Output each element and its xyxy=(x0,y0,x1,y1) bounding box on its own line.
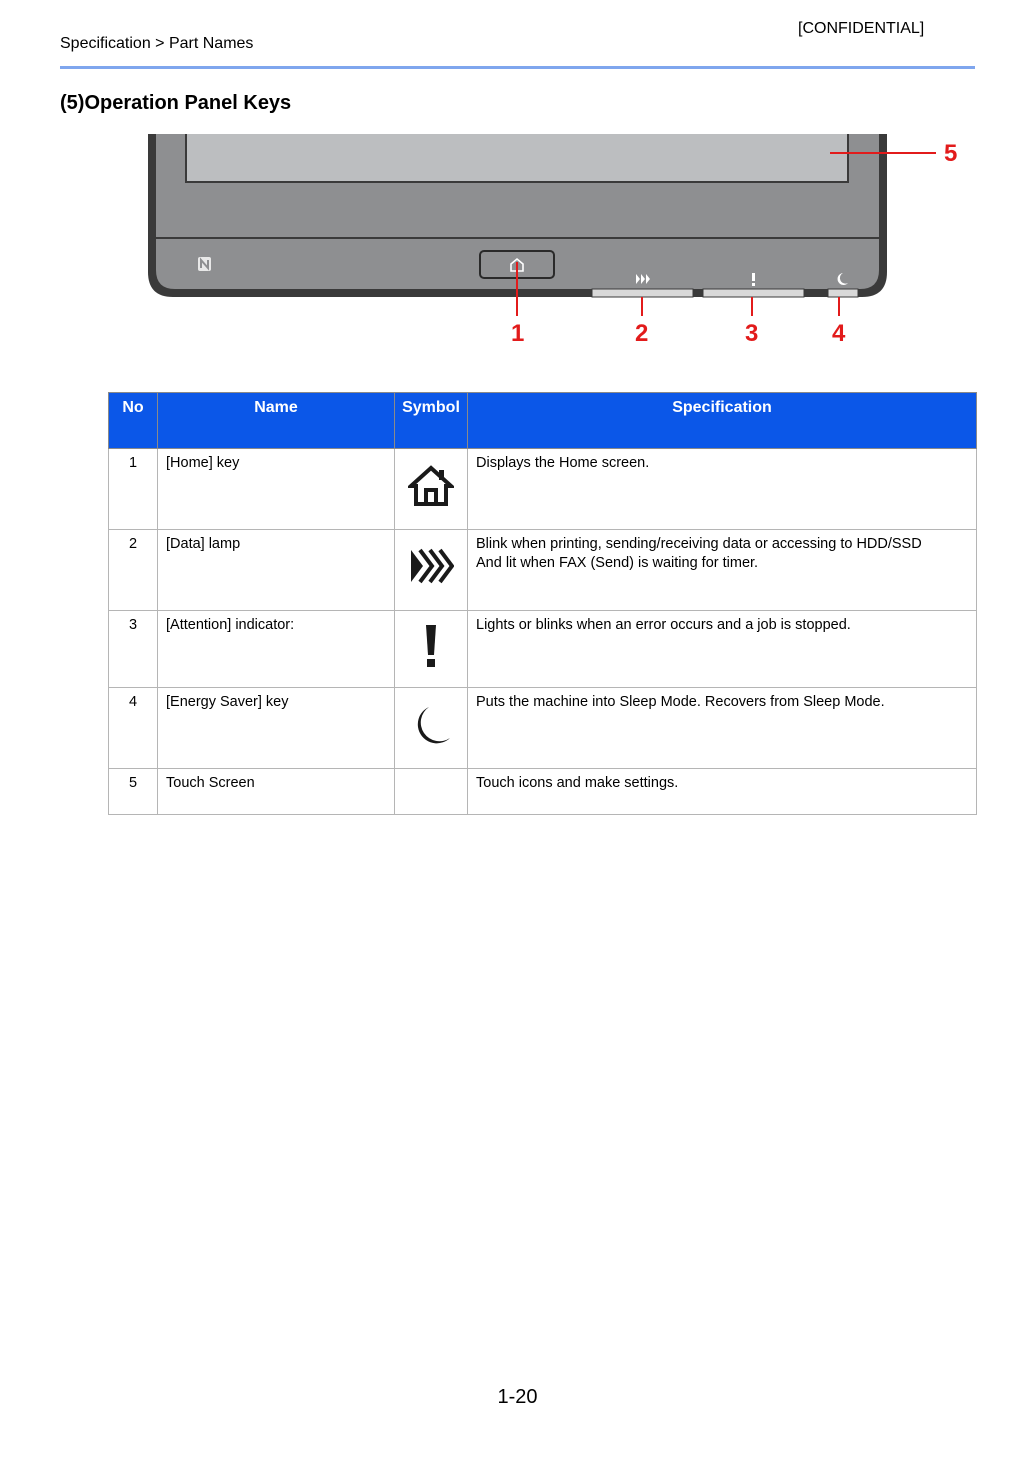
row-no: 3 xyxy=(109,611,158,688)
column-header-specification: Specification xyxy=(468,393,977,449)
callout-2: 2 xyxy=(635,320,649,347)
row-specification: Puts the machine into Sleep Mode. Recovers from Sleep Mode. xyxy=(468,688,977,769)
operation-panel-figure xyxy=(140,134,980,354)
row-name: [Energy Saver] key xyxy=(158,688,395,769)
header-divider xyxy=(60,66,975,69)
column-header-symbol: Symbol xyxy=(395,393,468,449)
column-header-no: No xyxy=(109,393,158,449)
data-lamp-strip xyxy=(592,289,693,297)
row-specification: Displays the Home screen. xyxy=(468,449,977,530)
operation-panel-keys-table xyxy=(108,392,977,815)
table-header-row xyxy=(109,393,977,449)
row-specification: Lights or blinks when an error occurs and a job is stopped. xyxy=(468,611,977,688)
table-row xyxy=(109,769,977,815)
confidential-label: [CONFIDENTIAL] xyxy=(798,20,925,37)
row-symbol xyxy=(395,688,468,769)
energy-strip xyxy=(828,289,858,297)
row-no: 4 xyxy=(109,688,158,769)
row-symbol xyxy=(395,611,468,688)
energy-saver-icon xyxy=(409,704,453,748)
operation-panel-illustration xyxy=(140,134,980,354)
column-header-name: Name xyxy=(158,393,395,449)
row-specification: Touch icons and make settings. xyxy=(468,769,977,815)
row-name: [Attention] indicator: xyxy=(158,611,395,688)
row-no: 5 xyxy=(109,769,158,815)
breadcrumb[interactable]: Specification > Part Names xyxy=(60,35,254,52)
table-row xyxy=(109,449,977,530)
row-name: Touch Screen xyxy=(158,769,395,815)
row-name: [Home] key xyxy=(158,449,395,530)
table-row xyxy=(109,530,977,611)
section-title: (5)Operation Panel Keys xyxy=(60,92,292,114)
row-no: 2 xyxy=(109,530,158,611)
attention-panel-icon xyxy=(752,273,755,286)
table-row xyxy=(109,611,977,688)
home-icon xyxy=(408,465,454,507)
nfc-icon xyxy=(198,257,211,271)
page-number: 1-20 xyxy=(497,1386,538,1408)
table-row xyxy=(109,688,977,769)
attention-strip xyxy=(703,289,804,297)
row-name: [Data] lamp xyxy=(158,530,395,611)
row-specification: Blink when printing, sending/receiving data or accessing to HDD/SSD And lit when FAX (Send) is waiting for timer. xyxy=(468,530,977,611)
callout-4: 4 xyxy=(832,320,846,347)
callout-1: 1 xyxy=(511,320,525,347)
row-symbol xyxy=(395,530,468,611)
callout-5: 5 xyxy=(944,140,958,167)
callout-3: 3 xyxy=(745,320,759,347)
attention-icon xyxy=(421,623,441,669)
data-lamp-icon xyxy=(408,546,454,586)
row-no: 1 xyxy=(109,449,158,530)
row-symbol xyxy=(395,449,468,530)
touch-screen xyxy=(186,134,848,182)
row-symbol xyxy=(395,769,468,815)
